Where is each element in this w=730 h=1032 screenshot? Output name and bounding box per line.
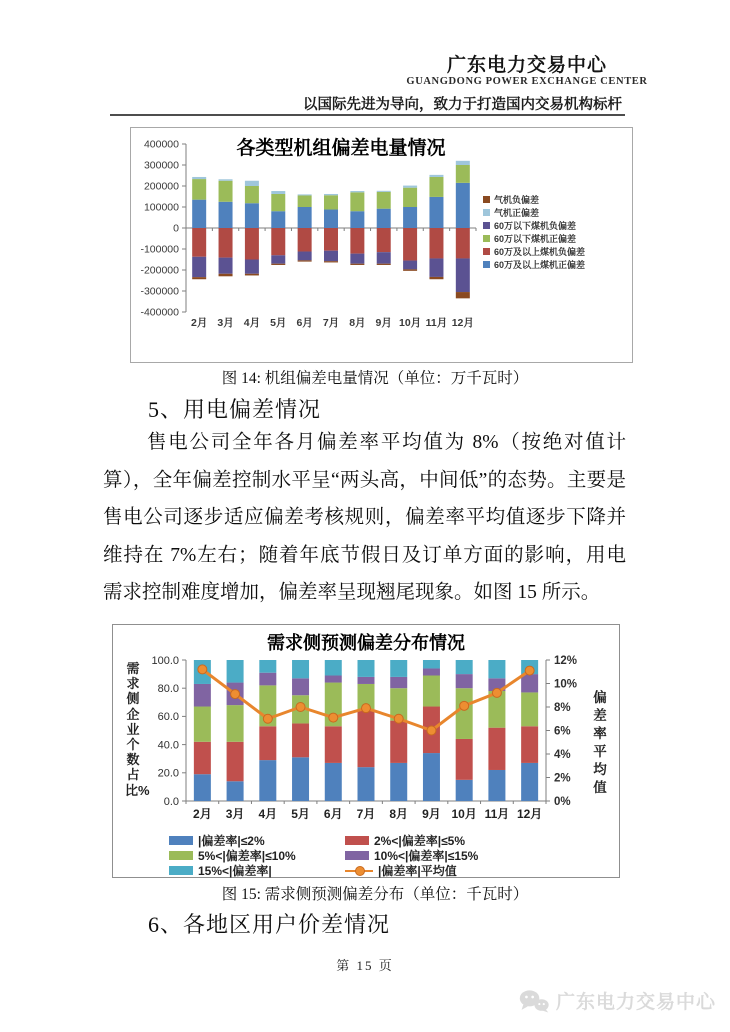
y-tick-label: 0 (173, 222, 179, 235)
right-tick-label: 0% (554, 796, 571, 808)
bar-segment (423, 668, 440, 675)
left-tick-label: 0.0 (163, 795, 179, 808)
x-tick-label: 2月 (191, 317, 208, 329)
bar-segment (456, 165, 470, 183)
line-marker (198, 665, 207, 674)
bar-segment (219, 181, 233, 202)
bar-segment (271, 194, 285, 211)
bar-segment (423, 753, 440, 801)
line-marker (492, 688, 501, 697)
line-marker (329, 713, 338, 722)
bar-segment (192, 228, 206, 257)
x-tick-label: 4月 (243, 317, 261, 329)
legend-label: 气机负偏差 (494, 194, 540, 205)
bar-segment (456, 674, 473, 688)
bar-segment (350, 228, 364, 254)
bar-segment (192, 179, 206, 200)
section5-paragraph (103, 424, 626, 612)
unit-deviation-chart (130, 127, 633, 363)
bar-segment (298, 260, 312, 261)
bar-segment (324, 261, 338, 262)
x-tick-label: 9月 (375, 317, 392, 329)
bar-segment (298, 252, 312, 261)
legend-item (483, 233, 585, 243)
bar-segment (358, 677, 375, 684)
bar-segment (521, 726, 538, 763)
legend-label: 5%<|偏差率|≤10% (198, 848, 296, 863)
legend-item (169, 833, 345, 847)
bar-segment (325, 763, 342, 801)
org-name-en: GUANGDONG POWER EXCHANGE CENTER (406, 76, 648, 87)
bar-segment (259, 673, 276, 686)
bar-segment (456, 228, 470, 258)
x-tick-label: 7月 (356, 807, 376, 821)
legend-item (345, 863, 589, 877)
bar-segment (350, 192, 364, 211)
demand-forecast-chart (112, 624, 620, 878)
legend-label: 2%<|偏差率|≤5% (374, 833, 465, 848)
line-marker (394, 714, 403, 723)
bar-segment (194, 742, 211, 774)
x-tick-label: 8月 (349, 317, 366, 329)
bar-segment (521, 763, 538, 801)
legend-label: 15%<|偏差率| (198, 863, 272, 878)
legend-swatch (345, 851, 369, 860)
bar-segment (292, 723, 309, 757)
legend-item (483, 194, 585, 204)
right-tick-label: 6% (554, 725, 571, 738)
left-tick-label: 40.0 (157, 739, 179, 752)
left-tick-label: 100.0 (151, 654, 179, 667)
chart2-legend (169, 833, 589, 877)
bar-segment (324, 194, 338, 195)
y-tick-label: 400000 (143, 138, 179, 151)
paragraph-line: 算），全年偏差控制水平呈“两头高，中间低”的态势。主要是 (103, 469, 626, 491)
bar-segment (194, 774, 211, 801)
legend-swatch (483, 209, 490, 216)
legend-item (345, 833, 589, 847)
bar-segment (429, 175, 443, 177)
org-name-cn: 广东电力交易中心 (446, 55, 607, 76)
bar-segment (403, 228, 417, 261)
x-tick-label: 9月 (422, 807, 441, 821)
y-tick-label: -300000 (140, 285, 179, 298)
y-tick-label: -100000 (140, 243, 179, 256)
header-rule (110, 114, 625, 116)
legend-label: 60万以下煤机负偏差 (494, 220, 577, 231)
y-tick-label: -400000 (140, 306, 179, 319)
line-marker (362, 704, 371, 713)
x-tick-label: 10月 (398, 317, 422, 329)
legend-item (169, 863, 345, 877)
bar-segment (227, 705, 244, 742)
bar-segment (521, 674, 538, 692)
bar-segment (429, 277, 443, 279)
bar-segment (456, 183, 470, 228)
right-tick-label: 12% (554, 655, 578, 667)
line-marker (460, 701, 469, 710)
bar-segment (245, 228, 259, 260)
chart-title: 各类型机组偏差电量情况 (236, 138, 446, 159)
bar-segment (429, 228, 443, 258)
bar-segment (350, 211, 364, 228)
bar-segment (194, 684, 211, 707)
bar-segment (192, 177, 206, 179)
legend-swatch (483, 261, 490, 268)
x-tick-label: 5月 (270, 317, 287, 329)
bar-segment (488, 770, 505, 801)
x-tick-label: 11月 (425, 317, 448, 329)
figure15-caption: 图 15: 需求侧预测偏差分布（单位：千瓦时） (221, 886, 529, 903)
legend-item (483, 246, 585, 256)
bar-segment (390, 721, 407, 763)
legend-label: 60万及以上煤机负偏差 (494, 246, 586, 257)
bar-segment (219, 202, 233, 228)
bar-segment (292, 678, 309, 695)
bar-segment (219, 179, 233, 180)
bar-segment (192, 257, 206, 277)
x-tick-label: 5月 (291, 807, 310, 821)
bar-segment (358, 767, 375, 801)
bar-segment (423, 660, 440, 668)
paragraph-line: 需求控制难度增加，偏差率呈现翘尾现象。如图 15 所示。 (103, 582, 601, 604)
bar-segment (192, 200, 206, 228)
bar-segment (298, 207, 312, 228)
bar-segment (324, 251, 338, 262)
left-tick-label: 60.0 (157, 711, 179, 724)
bar-segment (227, 781, 244, 801)
bar-segment (271, 228, 285, 255)
bar-segment (219, 274, 233, 277)
x-tick-label: 12月 (516, 807, 543, 821)
bar-segment (271, 191, 285, 194)
bar-segment (377, 191, 391, 192)
bar-segment (423, 676, 440, 707)
bar-segment (456, 688, 473, 739)
legend-label: 10%<|偏差率|≤15% (374, 848, 479, 863)
x-tick-label: 7月 (322, 317, 340, 329)
legend-label: |偏差率|平均值 (378, 863, 457, 878)
bar-segment (219, 228, 233, 258)
bar-segment (456, 292, 470, 298)
x-tick-label: 8月 (389, 807, 409, 821)
section6-heading: 6、各地区用户价差情况 (148, 912, 391, 937)
x-tick-label: 6月 (323, 807, 343, 821)
chart2-left-axis-title: 需求侧企业个数占比% (125, 661, 150, 798)
left-tick-label: 80.0 (157, 683, 179, 695)
section5-heading: 5、用电偏差情况 (148, 397, 322, 422)
bar-segment (292, 757, 309, 801)
legend-item (169, 848, 345, 862)
x-tick-label: 10月 (451, 807, 477, 821)
paragraph-line: 维持在 7%左右；随着年底节假日及订单方面的影响，用电 (103, 544, 626, 566)
bar-segment (403, 207, 417, 228)
bar-segment (429, 258, 443, 276)
x-tick-label: 4月 (258, 807, 278, 821)
bar-segment (245, 181, 259, 186)
bar-segment (377, 252, 391, 264)
bar-segment (456, 739, 473, 780)
bar-segment (245, 203, 259, 228)
bar-segment (219, 258, 233, 274)
bar-segment (245, 274, 259, 276)
line-marker (525, 666, 534, 675)
bar-segment (429, 197, 443, 228)
legend-swatch (169, 851, 193, 860)
bar-segment (403, 186, 417, 188)
right-tick-label: 8% (554, 702, 571, 714)
watermark-text: 广东电力交易中心 (556, 992, 717, 1013)
bar-segment (325, 676, 342, 683)
y-tick-label: 300000 (143, 159, 179, 172)
x-tick-label: 3月 (217, 317, 234, 329)
legend-label: |偏差率|≤2% (198, 833, 265, 848)
bar-segment (271, 255, 285, 263)
x-tick-label: 2月 (193, 807, 212, 821)
x-tick-label: 12月 (451, 317, 474, 329)
right-tick-label: 10% (554, 678, 578, 691)
paragraph-line: 售电公司全年各月偏差率平均值为 8%（按绝对值计 (147, 432, 626, 453)
bar-segment (324, 210, 338, 228)
bar-segment (292, 660, 309, 678)
bar-segment (271, 264, 285, 265)
right-tick-label: 2% (554, 772, 571, 785)
x-tick-label: 6月 (296, 317, 313, 329)
line-marker (263, 714, 272, 723)
legend-swatch (483, 196, 490, 203)
bar-segment (259, 660, 276, 673)
watermark (518, 987, 716, 1014)
legend-swatch (483, 222, 490, 229)
bar-segment (390, 763, 407, 801)
wechat-icon (518, 988, 550, 1014)
bar-segment (194, 707, 211, 742)
legend-item (483, 220, 585, 230)
bar-segment (245, 260, 259, 274)
bar-segment (456, 258, 470, 292)
bar-segment (298, 228, 312, 252)
legend-label: 气机正偏差 (494, 207, 540, 218)
bar-segment (259, 726, 276, 760)
bar-segment (456, 660, 473, 674)
bar-segment (377, 264, 391, 265)
y-tick-label: 100000 (143, 201, 179, 214)
legend-swatch (169, 866, 193, 875)
bar-segment (271, 211, 285, 228)
bar-segment (403, 269, 417, 270)
bar-segment (350, 254, 364, 264)
y-tick-label: -200000 (140, 264, 179, 277)
org-slogan: 以国际先进为导向，致力于打造国内交易机构标杆 (303, 97, 622, 113)
chart-title: 需求侧预测偏差分布情况 (267, 633, 465, 653)
line-marker (231, 690, 240, 699)
bar-segment (259, 760, 276, 801)
legend-line-swatch (345, 866, 373, 875)
bar-segment (245, 186, 259, 203)
legend-item (483, 207, 585, 217)
bar-segment (488, 728, 505, 770)
right-tick-label: 4% (554, 749, 571, 761)
bar-segment (298, 194, 312, 195)
bar-segment (325, 660, 342, 676)
bar-segment (227, 660, 244, 683)
bar-segment (521, 692, 538, 726)
bar-segment (456, 780, 473, 801)
line-marker (296, 703, 305, 712)
legend-swatch (483, 235, 490, 242)
legend-swatch (483, 248, 490, 255)
legend-swatch (169, 836, 193, 845)
bar-segment (403, 261, 417, 270)
bar-segment (192, 277, 206, 279)
bar-segment (358, 709, 375, 767)
bar-segment (298, 195, 312, 207)
figure14-caption: 图 14: 机组偏差电量情况（单位：万千瓦时） (221, 370, 529, 387)
bar-segment (324, 228, 338, 251)
legend-label: 60万以下煤机正偏差 (494, 233, 577, 244)
left-tick-label: 20.0 (157, 767, 179, 780)
legend-item (483, 259, 585, 269)
x-tick-label: 3月 (225, 807, 245, 821)
bar-segment (488, 660, 505, 678)
chart1-legend (483, 194, 585, 269)
bar-segment (377, 228, 391, 252)
bar-segment (390, 677, 407, 688)
y-tick-label: 200000 (143, 180, 179, 193)
legend-swatch (345, 836, 369, 845)
bar-segment (390, 660, 407, 677)
bar-segment (358, 660, 375, 677)
bar-segment (227, 742, 244, 781)
x-tick-label: 11月 (484, 807, 510, 821)
bar-segment (350, 191, 364, 192)
chart2-right-axis-title: 偏差率平均值 (593, 690, 607, 795)
bar-segment (324, 195, 338, 209)
paragraph-line: 售电公司逐步适应偏差考核规则，偏差率平均值逐步下降并 (103, 507, 626, 529)
line-marker (427, 726, 436, 735)
bar-segment (350, 264, 364, 265)
bar-segment (429, 177, 443, 197)
bar-segment (325, 726, 342, 763)
legend-label: 60万及以上煤机正偏差 (494, 259, 586, 270)
bar-segment (377, 209, 391, 228)
bar-segment (456, 161, 470, 165)
page-number: 第 15 页 (336, 958, 394, 973)
bar-segment (403, 188, 417, 207)
legend-item (345, 848, 589, 862)
bar-segment (377, 192, 391, 209)
